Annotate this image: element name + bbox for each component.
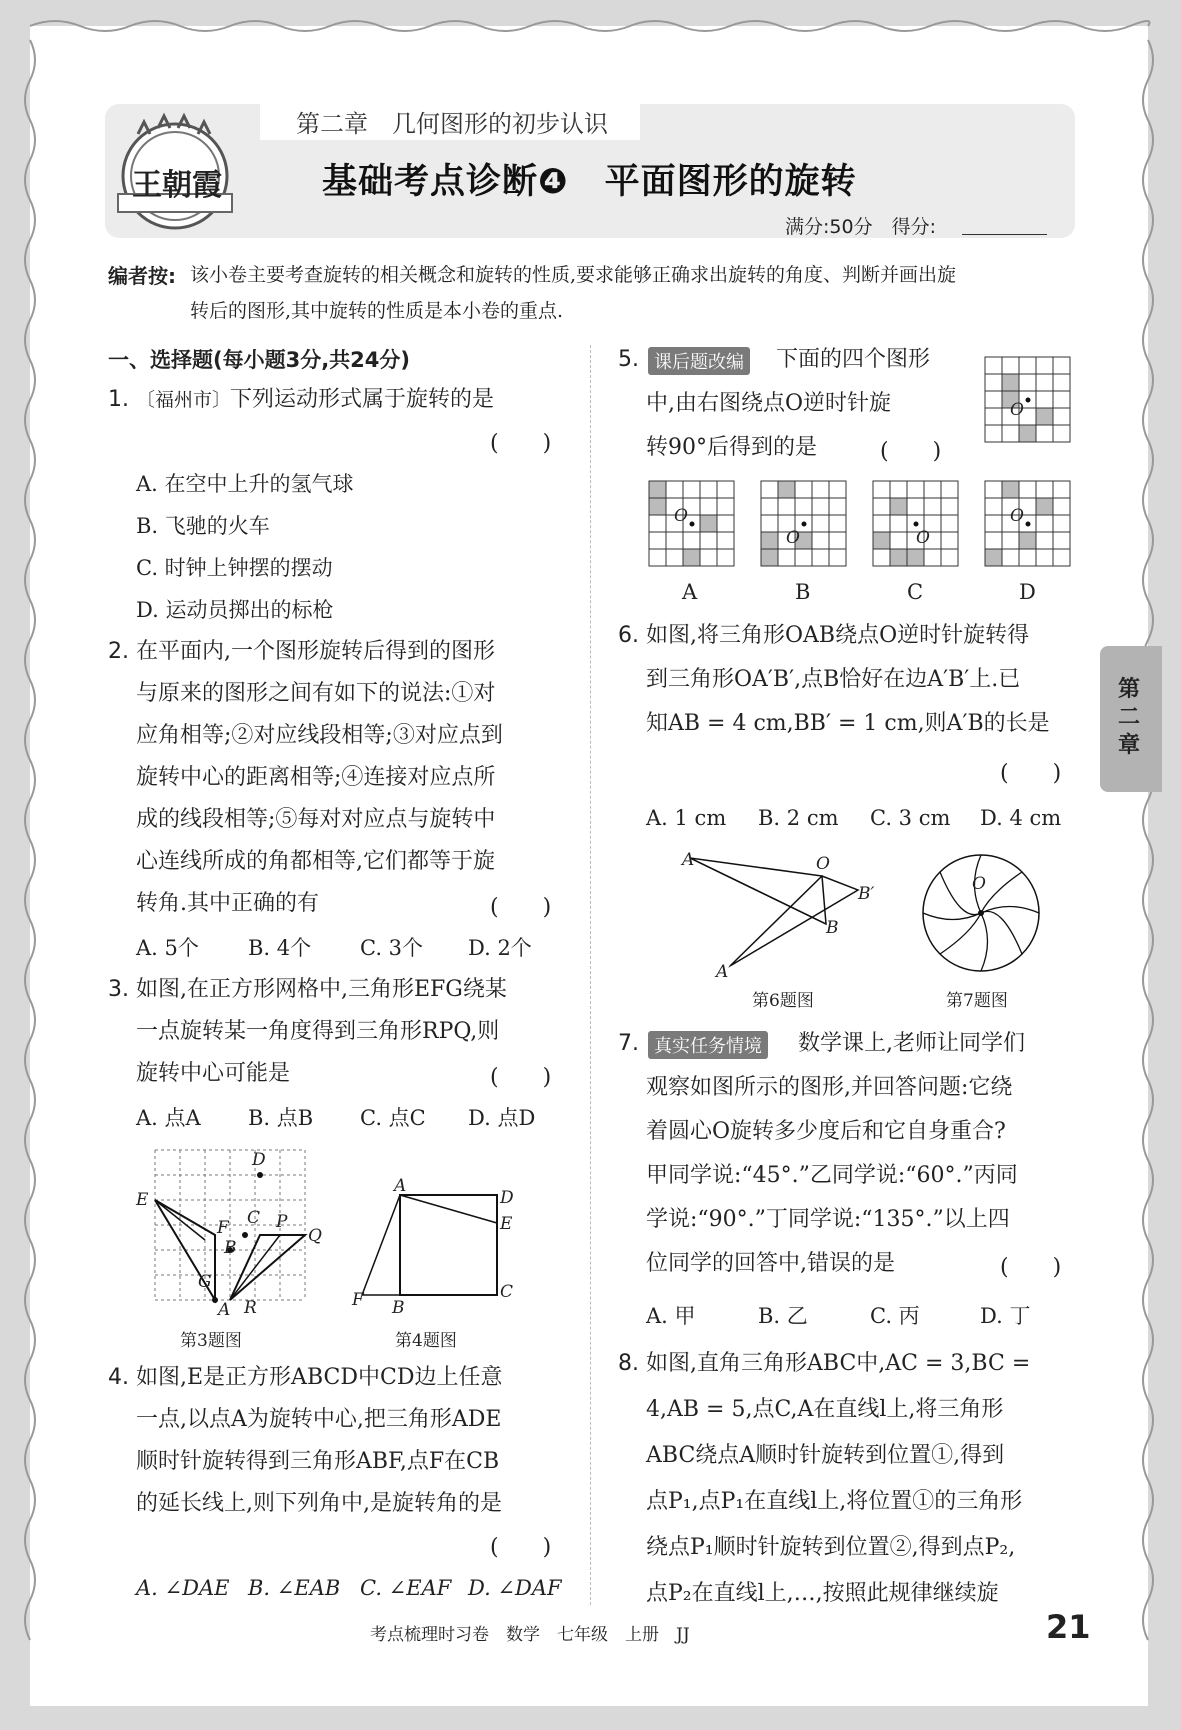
q1-stem: 下列运动形式属于旋转的是 (230, 387, 495, 412)
fig6-label-o: O (816, 854, 830, 874)
q7-option-d: D. 丁 (980, 1304, 1031, 1328)
q3-line: 旋转中心可能是 (136, 1061, 291, 1086)
q6-option-a: A. 1 cm (646, 806, 727, 830)
q3-option-c: C. 点C (360, 1106, 426, 1130)
fig4-label-d: D (500, 1188, 514, 1208)
q5-option-c[interactable]: C (907, 580, 924, 604)
q6-line: 到三角形OA′B′,点B恰好在边A′B′上.已 (646, 667, 1021, 692)
q2-line: 转角.其中正确的有 (136, 891, 319, 916)
side-chapter-tab: 第 二 章 (1100, 646, 1162, 792)
q1-option-c: C. 时钟上钟摆的摆动 (136, 556, 333, 580)
q8-number: 8. (618, 1351, 639, 1376)
fig7-label-o: O (972, 874, 986, 894)
q5-option-b[interactable]: B (795, 580, 811, 604)
q3-line: 一点旋转某一角度得到三角形RPQ,则 (136, 1019, 500, 1044)
q2-option-d: D. 2个 (468, 936, 532, 960)
q7-tag: 真实任务情境 (648, 1031, 768, 1059)
q5-answer-paren: ( ) (880, 439, 942, 464)
column-divider (590, 345, 591, 1605)
q7-line: 位同学的回答中,错误的是 (646, 1251, 895, 1276)
q2-answer-paren: ( ) (490, 895, 552, 920)
fig3-label-q: Q (308, 1226, 322, 1246)
q2-line: 与原来的图形之间有如下的说法:①对 (136, 681, 496, 706)
fig7-caption: 第7题图 (946, 991, 1008, 1011)
figure-4 (350, 1180, 520, 1300)
fig4-caption: 第4题图 (395, 1331, 457, 1351)
q3-line: 如图,在正方形网格中,三角形EFG绕某 (136, 977, 507, 1002)
q4-line: 的延长线上,则下列角中,是旋转角的是 (136, 1491, 502, 1516)
fig4-label-b: B (392, 1298, 405, 1318)
fig3-label-d: D (252, 1150, 266, 1170)
q5-line: 转90°后得到的是 (646, 435, 817, 460)
fig6-label-a: A (682, 850, 695, 870)
q7-line: 观察如图所示的图形,并回答问题:它绕 (646, 1075, 1013, 1100)
q4-number: 4. (108, 1365, 129, 1390)
q1-option-d: D. 运动员掷出的标枪 (136, 598, 334, 622)
fig3-label-g: G (198, 1272, 212, 1292)
q4-line: 顺时针旋转得到三角形ABF,点F在CB (136, 1449, 500, 1474)
q6-option-d: D. 4 cm (980, 806, 1062, 830)
q6-number: 6. (618, 623, 639, 648)
q2-line: 应角相等;②对应线段相等;③对应点到 (136, 723, 503, 748)
chapter-title: 第二章 几何图形的初步认识 (296, 110, 608, 138)
q7-option-b: B. 乙 (758, 1304, 808, 1328)
q2-line: 成的线段相等;⑤每对对应点与旋转中 (136, 807, 496, 832)
q6-line: 知AB = 4 cm,BB′ = 1 cm,则A′B的长是 (646, 711, 1050, 736)
figure-3 (130, 1140, 330, 1320)
q6-option-c: C. 3 cm (870, 806, 951, 830)
fig3-label-r: R (244, 1298, 257, 1318)
fig6-caption: 第6题图 (752, 991, 814, 1011)
q2-line: 心连线所成的角都相等,它们都等于旋 (136, 849, 495, 874)
fig6-label-b: B (826, 918, 839, 938)
q4-option-c: C. ∠EAF (360, 1576, 452, 1600)
fig6-label-a-prime: A′ (716, 962, 733, 982)
q2-option-a: A. 5个 (136, 936, 199, 960)
score-line: 满分:50分 得分: (785, 216, 936, 238)
fig4-label-f: F (352, 1290, 364, 1310)
q8-line: 4,AB = 5,点C,A在直线l上,将三角形 (646, 1397, 1004, 1422)
q8-line: 点P₁,点P₁在直线l上,将位置①的三角形 (646, 1489, 1023, 1514)
q7-line: 学说:“90°.”丁同学说:“135°.”以上四 (646, 1207, 1010, 1232)
section-heading: 一、选择题(每小题3分,共24分) (108, 348, 411, 372)
q1-number: 1. (108, 387, 129, 412)
q2-option-c: C. 3个 (360, 936, 424, 960)
q5-d-label-o: O (1010, 506, 1024, 526)
q4-option-a: A. ∠DAE (136, 1576, 230, 1600)
q7-number: 7. (618, 1031, 639, 1056)
score-blank (962, 234, 1047, 235)
q1-answer-paren: ( ) (490, 431, 552, 456)
q4-answer-paren: ( ) (490, 1535, 552, 1560)
q4-line: 一点,以点A为旋转中心,把三角形ADE (136, 1407, 502, 1432)
q8-line: 绕点P₁顺时针旋转到位置②,得到点P₂, (646, 1535, 1016, 1560)
footer-text: 考点梳理时习卷 数学 七年级 上册 JJ (370, 1625, 690, 1645)
logo: 王朝霞 (110, 110, 240, 232)
q2-line: 旋转中心的距离相等;④连接对应点所 (136, 765, 496, 790)
q5-c-label-o: O (916, 528, 930, 548)
editor-note-line2: 转后的图形,其中旋转的性质是本小卷的重点. (190, 300, 564, 322)
editor-note-label: 编者按: (108, 264, 176, 288)
fig4-label-c: C (500, 1282, 514, 1302)
fig3-label-a: A (218, 1300, 231, 1320)
q1-option-b: B. 飞驰的火车 (136, 514, 270, 538)
fig4-label-a: A (394, 1176, 407, 1196)
q6-line: 如图,将三角形OAB绕点O逆时针旋转得 (646, 623, 1030, 648)
q6-answer-paren: ( ) (1000, 761, 1062, 786)
q5-tag: 课后题改编 (648, 347, 750, 375)
q4-option-b: B. ∠EAB (248, 1576, 341, 1600)
fig3-label-p: P (276, 1212, 288, 1232)
q7-line: 着圆心O旋转多少度后和它自身重合? (646, 1119, 1006, 1144)
q4-option-d: D. ∠DAF (468, 1576, 562, 1600)
editor-note-line1: 该小卷主要考查旋转的相关概念和旋转的性质,要求能够正确求出旋转的角度、判断并画出旋 (190, 264, 957, 286)
q7-answer-paren: ( ) (1000, 1255, 1062, 1280)
q5-b-label-o: O (786, 528, 800, 548)
fig3-label-c: C (247, 1208, 261, 1228)
fig4-label-e: E (500, 1214, 513, 1234)
fig3-label-e: E (136, 1190, 149, 1210)
fig3-label-b: B (224, 1238, 237, 1258)
q2-number: 2. (108, 639, 129, 664)
q5-option-d[interactable]: D (1019, 580, 1036, 604)
fig6-label-b-prime: B′ (858, 884, 875, 904)
q8-line: 如图,直角三角形ABC中,AC = 3,BC = (646, 1351, 1031, 1376)
q5-option-grids (644, 480, 1104, 575)
fig3-label-f: F (217, 1218, 229, 1238)
q5-option-a[interactable]: A (682, 580, 698, 604)
q3-option-d: D. 点D (468, 1106, 536, 1130)
q7-line: 甲同学说:“45°.”乙同学说:“60°.”丙同 (646, 1163, 1018, 1188)
q2-line: 在平面内,一个图形旋转后得到的图形 (136, 639, 495, 664)
q4-line: 如图,E是正方形ABCD中CD边上任意 (136, 1365, 503, 1390)
q8-line: ABC绕点A顺时针旋转到位置①,得到 (646, 1443, 1005, 1468)
q6-option-b: B. 2 cm (758, 806, 839, 830)
q7-option-a: A. 甲 (646, 1304, 696, 1328)
q3-answer-paren: ( ) (490, 1065, 552, 1090)
page-title: 基础考点诊断❹ 平面图形的旋转 (322, 162, 857, 202)
fig3-caption: 第3题图 (180, 1331, 242, 1351)
q1-option-a: A. 在空中上升的氢气球 (136, 472, 354, 496)
q5-ref-label-o: O (1010, 400, 1024, 420)
q2-option-b: B. 4个 (248, 936, 312, 960)
q7-line: 数学课上,老师让同学们 (798, 1031, 1025, 1056)
page-number: 21 (1046, 1608, 1091, 1646)
q5-reference-grid (980, 356, 1074, 450)
q8-line: 点P₂在直线l上,…,按照此规律继续旋 (646, 1581, 999, 1606)
q5-line: 下面的四个图形 (776, 347, 931, 372)
q3-option-b: B. 点B (248, 1106, 314, 1130)
figure-7 (918, 850, 1044, 976)
q5-number: 5. (618, 347, 639, 372)
q5-line: 中,由右图绕点O逆时针旋 (646, 391, 892, 416)
figure-6 (680, 850, 890, 980)
q3-number: 3. (108, 977, 129, 1002)
q1-source: 〔福州市〕 (136, 389, 232, 411)
q7-option-c: C. 丙 (870, 1304, 920, 1328)
q5-a-label-o: O (674, 506, 688, 526)
q3-option-a: A. 点A (136, 1106, 201, 1130)
